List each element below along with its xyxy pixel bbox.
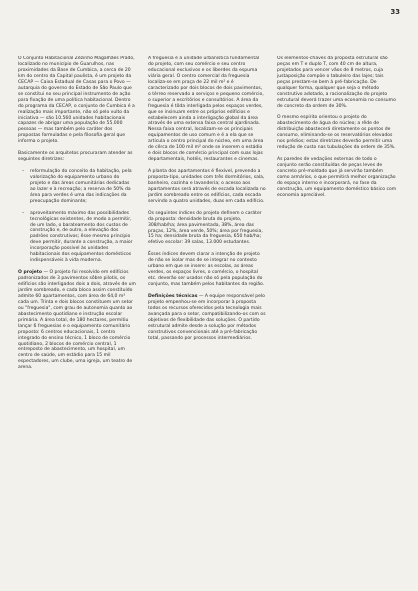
column-left	[18, 56, 136, 581]
project-paragraph	[18, 270, 136, 371]
freguesia-paragraph: A freguesia é a unidade urbanística fundamental do projeto, com seu comércio e seu centro educacional exclusivos e os liberdes da espuma viária geral. O centro comercial da freguesia localiza-se em praça de 22 mil m² e é caracterizado por dois blocos de dois pavimentos, o térreo reservado a serviços e pequeno comércio, o superior a escritórios e consultórios. A área da freguesia é tôda interligada pelos espaços verdes, que se insinuam entre os próprios edifícios e estabelecem ainda a interligação global da área através de uma extensa faixa central ajardinada. Nessa faixa central, localizam-se os principais equipamentos de uso comum e é a ela que se articula o centro principal do núcleo, em uma área de cêrca de 100 mil m² onde se inserem o estádio e dois blocos de comércio principal com suas lojas departamentais, hotéis, restaurantes e cinemas.	[148, 56, 264, 163]
technical-heading: Definições técnicas	[148, 293, 198, 299]
water-supply-paragraph: O mesmo espírito orientou o projeto do abastecimento de água do núcleo; a rêde de distribuição abastecerá diretamente os pontos de consumo, eliminando-se os reservatórios elevados nos prédios; estas diretrizes deverão permitir uma redução de custo nas tubulações da ordem de 35%.	[277, 115, 396, 151]
guidelines-intro: Basicamente os arquitetos procuraram atender as seguintes diretrizes:	[18, 151, 133, 163]
guideline-item: – aproveitamento máximo das possibilidades tecnológicas existentes, de modo a permitir, de um lado, o barateamento dos custos de construção e, de outro, a elevação dos padrões construtivos; êsse mesmo princípio deve permitir, durante a construção, a maior incorporação possível às unidades habitacionais dos equipamentos domésticos indispensáveis à vida moderna.	[30, 211, 136, 265]
walls-paragraph: As paredes de vedações externas de todo o conjunto serão constituídas de peças leves de concreto pré-moldado que já servirão também como armários, o que permitirá melhor organização do espaço interno e incorporará, no fase da construção, um equipamento doméstico básico com economia apreciável.	[277, 157, 397, 198]
guidelines-list	[30, 169, 136, 264]
technical-text: — A equipe responsável pelo projeto empenhou-se em incorporar à proposta todos os recursos oferecidos pela tecnologia mais avançada para o setor, compatibilizando-os com os objetivos de flexibilidade das soluções. O partido estrutural admite desde a solução por métodos construtivos convencionais até a pré-fabricação total, passando por processos intermediários.	[148, 293, 266, 341]
structure-paragraph: Os elementos-chaves da proposta estrutural são peças em T e duplo T, com 40 cm de altura, projetados para vencer vãos de 8 metros, cuja justaposição compõe o tabuleiro das lajes; tais peças prestam-se bem à pré-fabricação. De qualquer forma, qualquer que seja o método construtivo adotado, a racionalização do projeto estrutural deverá trazer uma economia no consumo de concreto da ordem de 30%.	[277, 56, 396, 109]
guideline-item: – reformulação do conceito da habitação, pela valorização do equipamento urbano do projeto e das áreas comunitárias dedicadas ao lazer e à recreação; a reserva de 50% da área para verdes é uma das indicações da preocupação dominante;	[30, 169, 136, 205]
project-text: — O projeto foi resolvido em edifícios padronizados de 3 pavimentos sôbre pilotis, os edifícios são interligados dois a dois, através de um jardim sombreado, e cada bloco assim constituído admite 60 apartamentos, com área de 64,0 m² cada um. Trinta e dois blocos constituem um setor ou "freguesia", com grau de autonomia quanto ao abastecimento quotidiano e instrução escolar primária. A área total, de 180 hectares, permitiu lançar 6 freguesias e o equipamento comunitário proposto: 6 centros educacionais, 1 centro integrado do ensino técnico, 1 bloco de comércio quotidiano, 2 blocos de comércio central, 1 entreposto de abastecimento, um hospital, um centro de saúde, um estádio para 15 mil espectadores, um clube, uma igreja, um teatro de arena.	[18, 270, 136, 371]
column-middle	[148, 56, 266, 581]
apartment-plan-paragraph: A planta dos apartamentos é flexível, prevendo a proposta-tipo, unidades com três dormitórios, sala, banheiro, cozinha e lavanderia; o acesso aos apartamentos será através de escada localizada no jardim sombreado entre os edifícios, cada escada servindo a quatro unidades, duas em cada edifício.	[148, 169, 266, 204]
intro-paragraph: O Conjunto Habitacional Zézinho Magalhães Prado, localizado no município de Guarulhos, nas proximidades da Base de Cumbica, a cerca de 20 km do centro da Capital paulista, é um projeto da CECAP — Caixa Estadual de Casas para o Povo — autarquia do governo do Estado de São Paulo que se constitui no seu principal instrumento de ação para fixação de uma política habitacional. Dentro do programa da CECAP, o conjunto de Cumbica é a realização mais importante, não só pelo vulto da iniciativa — são 10.560 unidades habitacionais capazes de abrigar uma população de 55.000 pessoas — mas também pelo caráter dos propostas formuladas e pela filosofia geral que informa o projeto.	[18, 56, 135, 145]
project-heading: O projeto	[18, 270, 43, 276]
page-number: 33	[390, 8, 400, 16]
integration-paragraph: Êsses índices devem clarar a intenção de projeto de não se isolar mas de se integrar no contexto urbano em que se insere: as escolas, as áreas verdes, os espaços livres, o comércio, o hospital etc. deverão ser usados não só pela população do conjunto, mas também pelos habitantes da região.	[148, 252, 265, 288]
technical-paragraph	[148, 294, 266, 342]
indices-paragraph: Os seguintes índices do projeto definem o caráter da proposta: densidade bruta do projeto, 308/hab/ha; área pavimentada, 38%, área das praças, 12%, área verde, 50%; área por freguesia, 15 ha; densidade bruta da freguesia, 650 hab/ha; efetivo escolar: 39 salas, 13.000 estudantes.	[148, 210, 263, 246]
column-right	[277, 56, 397, 581]
